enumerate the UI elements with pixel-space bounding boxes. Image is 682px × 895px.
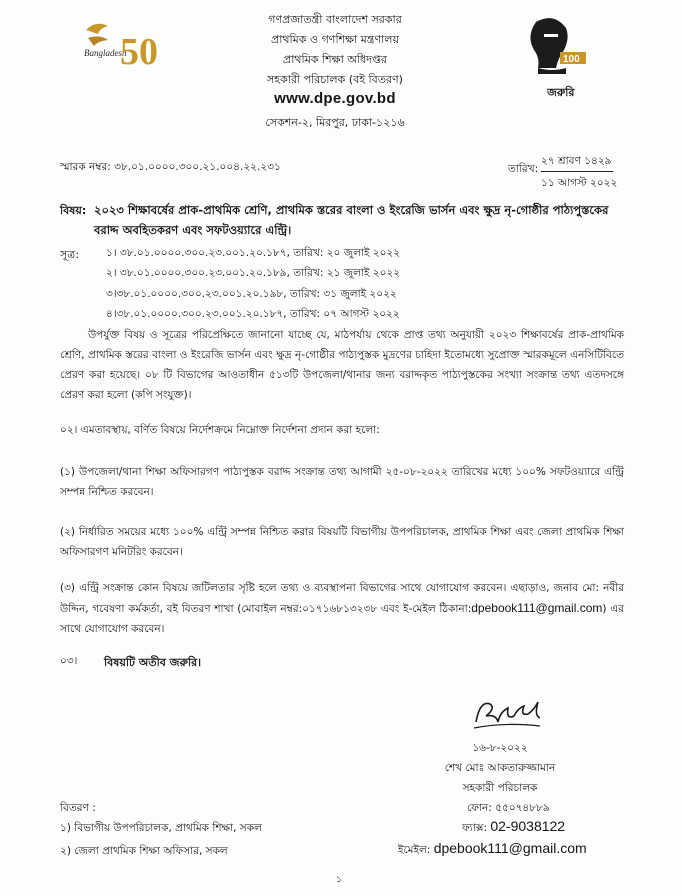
phone-label: ফোন: xyxy=(467,802,492,814)
instruction-item-3-tail: ) এর সাথে যোগাযোগ করবেন। xyxy=(60,603,625,635)
reference-item: ৩।৩৮.০১.০০০০.৩০০.২৩.০০১.২০.১৯৮, তারিখ: ৩১ জুলাই ২০২২ xyxy=(106,288,397,300)
body-paragraph-2: ০২। এমতাবস্থায়, বর্ণিত বিষয়ে নির্দেশক্রমে নিম্নোক্ত নির্দেশনা প্রদান করা হলো: xyxy=(60,424,380,436)
date-english: ১১ আগস্ট ২০২২ xyxy=(541,177,618,189)
fax-label: ফ্যাক্স: xyxy=(462,822,488,834)
reference-item: ২। ৩৮.০১.০০০০.৩০০.২৩.০০১.২০.১৮৯, তারিখ: ২১ জুলাই ২০২২ xyxy=(106,267,401,279)
instruction-item-1: (১) উপজেলা/থানা শিক্ষা অফিসারগণ পাঠ্যপুস্তক বরাদ্দ সংক্রান্ত তথ্য আগামী ২৫-০৮-২০২২ তারিখের মধ্যে ১০০% সফটওয়্যারে এন্ট্রি সম্পন্ন নিশ্চিত করবেন। xyxy=(60,466,624,498)
date-divider xyxy=(541,171,613,172)
logo-left-number: 50 xyxy=(120,31,158,73)
instruction-item-2: (২) নির্ধারিত সময়ের মধ্যে ১০০% এন্ট্রি সম্পন্ন নিশ্চিত করার বিষয়টি বিভাগীয় উপপরিচালক, প্রাথমিক শিক্ষা এবং জেলা প্রাথমিক শিক্ষা অফিসারগণ মনিটরিং করবেন। xyxy=(60,526,624,558)
paragraph-3-text: বিষয়টি অতীব জরুরি। xyxy=(104,656,202,669)
header-address: সেকশন-২, মিরপুর, ঢাকা-১২১৬ xyxy=(265,116,405,129)
email-address[interactable]: dpebook111@gmail.com xyxy=(433,840,587,856)
date-label: তারিখ: xyxy=(508,163,539,175)
reference-item: ১। ৩৮.০১.০০০০.৩০০.২৩.০০১.২০.১৮৭, তারিখ: ২০ জুলাই ২০২২ xyxy=(106,247,401,259)
signatory-name: শেখ মোঃ আকতারুজ্জামান xyxy=(444,762,556,774)
contact-email-link[interactable]: dpebook111@gmail.com xyxy=(471,601,603,615)
distribution-label: বিতরণ : xyxy=(60,802,96,814)
subject-text: ২০২৩ শিক্ষাবর্ষের প্রাক-প্রাথমিক শ্রেণি, প্রাথমিক স্তরের বাংলা ও ইংরেজি ভার্সন এবং ক্ষুদ্র নৃ-গোষ্ঠীর পাঠ্যপুস্তকের বরাদ্দ অবহিতকরণ এবং সফটওয়্যারে এন্ট্রি। xyxy=(94,203,609,237)
instruction-item-3 xyxy=(60,578,624,639)
logo-right-number: 100 xyxy=(563,54,580,65)
phone-number: ৫৫০৭৪৮৮৯ xyxy=(495,802,550,814)
instruction-item-3-text: (৩) এন্ট্রি সংক্রান্ত কোন বিষয়ে জটিলতার সৃষ্টি হলে তথ্য ও ব্যবস্থাপনা বিভাগের সাথে যোগাযোগ করবেন। এছাড়াও, জনাব মো: নবীর উদ্দিন, গবেষণা কর্মকর্তা, বই বিতরণ শাখা (মোবাইল নম্বর:০১৭১৬৮১৩২৩৮ এবং ই-মেইল ঠিকানা: xyxy=(60,582,624,615)
body-paragraph-1: উপর্যুক্ত বিষয় ও সূত্রের পরিপ্রেক্ষিতে জানানো যাচ্ছে যে, মাঠপর্যায় থেকে প্রাপ্ত তথ্য অনুযায়ী ২০২৩ শিক্ষাবর্ষের প্রাক-প্রাথমিক শ্রেণি, প্রাথমিক স্তরের বাংলা ও ইংরেজি ভার্সন এবং ক্ষুদ্র নৃ-গোষ্ঠীর পাঠ্যপুস্তক মুদ্রণের চাহিদা ইতোমধ্যে সুপ্রোক্ত স্মারকমূলে এনসিটিবিতে প্রেরণ করা হয়েছে। ০৮ টি বিভাগের আওতাধীন ৫১৩টি উপজেলা/থানার জন্য বরাদ্দকৃত পাঠ্যপুস্তকের সংখ্যা সংক্রান্ত তথ্য এতদসঙ্গে প্রেরণ করা হলো (কপি সংযুক্ত)। xyxy=(60,329,624,401)
header-ministry: প্রাথমিক ও গণশিক্ষা মন্ত্রণালয় xyxy=(271,33,399,46)
distribution-item: ২) জেলা প্রাথমিক শিক্ষা অফিসার, সকল xyxy=(60,845,228,857)
contact-email xyxy=(398,840,587,860)
mujib-100-logo-icon xyxy=(516,14,588,78)
header-directorate: প্রাথমিক শিক্ষা অধিদপ্তর xyxy=(283,53,387,66)
signature-date: ১৬-৮-২০২২ xyxy=(472,742,528,754)
references-label: সূত্র: xyxy=(60,248,80,261)
header-website: www.dpe.gov.bd xyxy=(274,90,396,107)
contact-phone xyxy=(467,801,550,818)
page-number: ১ xyxy=(336,875,342,885)
subject-label: বিষয়: xyxy=(60,204,87,217)
memo-number: স্মারক নম্বর: ৩৮.০১.০০০০.৩০০.২১.০০৪.২২.২৩১ xyxy=(60,161,281,173)
paragraph-3-number: ০৩। xyxy=(60,655,78,667)
email-label: ইমেইল: xyxy=(398,844,431,856)
contact-fax xyxy=(462,818,565,838)
header-office: সহকারী পরিচালক (বই বিতরণ) xyxy=(267,73,403,86)
header-gov: গণপ্রজাতন্ত্রী বাংলাদেশ সরকার xyxy=(268,13,402,26)
date-bangla: ২৭ শ্রাবণ ১৪২৯ xyxy=(541,155,612,167)
distribution-item: ১) বিভাগীয় উপপরিচালক, প্রাথমিক শিক্ষা, সকল xyxy=(60,822,262,834)
bangladesh-50-logo-icon xyxy=(82,16,158,73)
signature-icon xyxy=(468,692,548,734)
urgent-label: জরুরি xyxy=(547,86,575,99)
reference-item: ৪।৩৮.০১.০০০০.৩০০.২৩.০০১.২০.১৮৭, তারিখ: ০৭ আগস্ট ২০২২ xyxy=(106,308,400,320)
fax-number: 02-9038122 xyxy=(490,818,566,834)
signatory-designation: সহকারী পরিচালক xyxy=(462,782,538,794)
logo-left-text: Bangladesh xyxy=(84,48,127,58)
